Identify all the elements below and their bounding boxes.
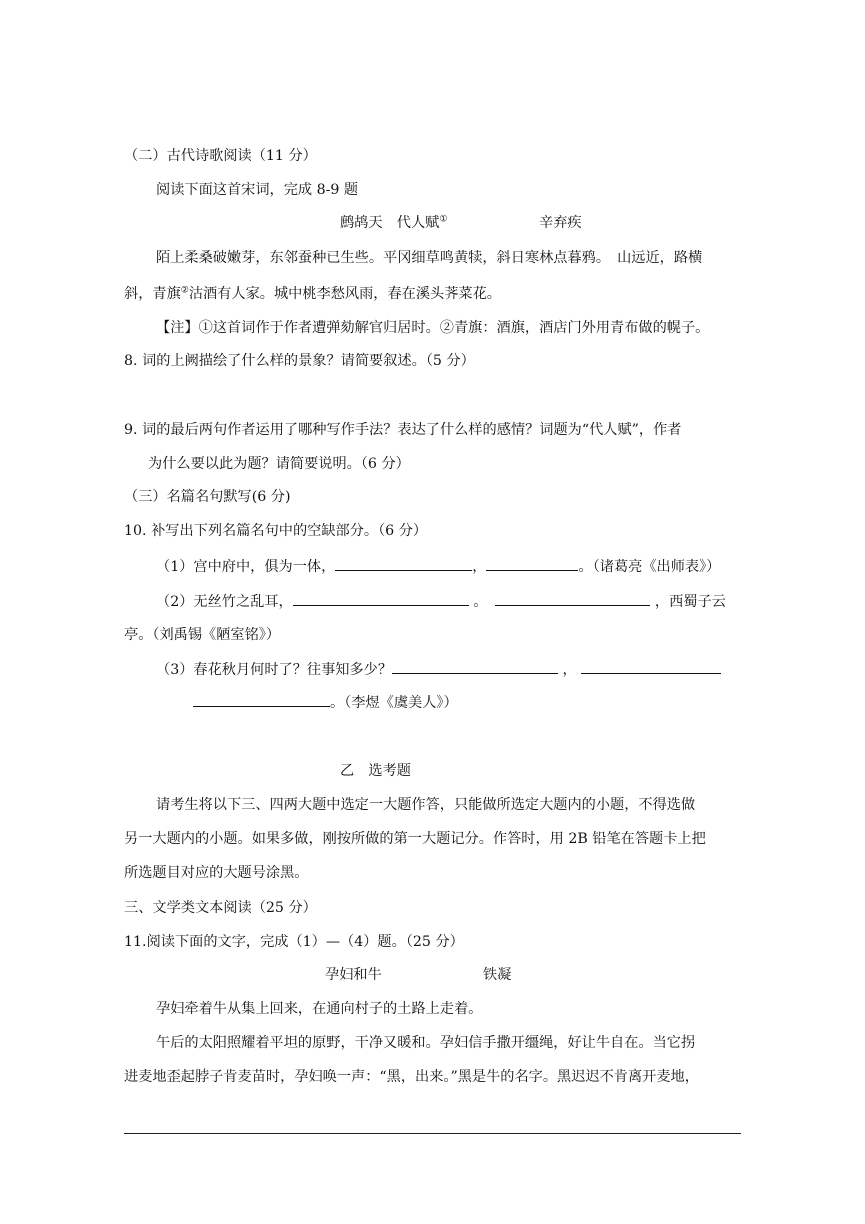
story-paragraph: 孕妇牵着牛从集上回来，在通向村子的土路上走着。 (156, 1001, 483, 1017)
fill-blank-text: （3）春花秋月何时了？往事知多少？ (156, 662, 393, 678)
poem-title-note-marker: ① (439, 214, 448, 225)
question-10: 10. 补写出下列名篇名句中的空缺部分。（6 分） (124, 523, 428, 539)
section-heading-literature: 三、文学类文本阅读（25 分） (124, 900, 317, 916)
question-9-continued: 为什么要以此为题？请简要说明。（6 分） (148, 456, 410, 472)
fill-blank-item-2 (156, 591, 726, 612)
fill-blank-text: ， (472, 559, 487, 575)
answer-blank[interactable] (486, 556, 578, 571)
part-b-title: 乙 选考题 (340, 763, 411, 779)
answer-blank[interactable] (335, 556, 472, 571)
footer-divider (124, 1133, 741, 1134)
fill-blank-text: （1）宫中府中，俱为一体， (156, 559, 336, 575)
poem-line-part: 斜，青旗 (124, 286, 181, 302)
fill-blank-item-1 (156, 556, 720, 577)
fill-blank-item-3 (156, 659, 721, 680)
story-paragraph: 进麦地歪起脖子肯麦苗时，孕妇唤一声：“黑，出来。”黑是牛的名字。黑迟迟不肯离开麦地， (124, 1069, 699, 1085)
answer-blank[interactable] (193, 692, 330, 707)
poem-note-marker: ② (180, 285, 189, 296)
story-paragraph: 午后的太阳照耀着平坦的原野，干净又暖和。孕妇信手撒开缰绳，好让牛自在。当它拐 (156, 1035, 696, 1051)
poem-line (124, 284, 501, 304)
section-heading-recitation: （三）名篇名句默写(6 分) (124, 489, 291, 505)
poem-title (340, 213, 447, 233)
instructions: 另一大题内的小题。如果多做，刚按所做的第一大题记分。作答时，用 2B 铅笔在答题卡上把 (124, 831, 706, 847)
answer-blank[interactable] (293, 591, 469, 606)
fill-blank-text: ， (558, 662, 577, 678)
story-title: 孕妇和牛 (325, 967, 382, 983)
answer-blank[interactable] (392, 659, 558, 674)
poem-line: 陌上柔桑破嫩芽，东邻蚕种已生些。平冈细草鸣黄犊，斜日寒林点暮鸦。 山远近，路横 (156, 250, 703, 266)
fill-blank-text: 。 (468, 594, 488, 610)
answer-blank[interactable] (581, 659, 721, 674)
fill-blank-text: 。（诸葛亮《出师表》） (578, 559, 721, 575)
question-11: 11.阅读下面的文字，完成（1）—（4）题。（25 分） (124, 934, 464, 950)
answer-blank[interactable] (495, 591, 650, 606)
poem-annotation: 【注】①这首词作于作者遭弹劾解官归居时。②青旗：酒旗，酒店门外用青布做的幌子。 (156, 320, 710, 336)
poem-line-part: 沽酒有人家。城中桃李愁风雨，春在溪头荠菜花。 (188, 286, 501, 302)
instructions: 请考生将以下三、四两大题中选定一大题作答，只能做所选定大题内的小题，不得选做 (156, 797, 696, 813)
fill-blank-item-3-continued (193, 692, 458, 713)
section-heading-poetry: （二）古代诗歌阅读（11 分） (124, 148, 317, 164)
poem-intro: 阅读下面这首宋词，完成 8-9 题 (156, 182, 359, 198)
story-author: 铁凝 (483, 967, 512, 983)
fill-blank-item-2-continued: 亭。（刘禹锡《陋室铭》） (124, 627, 281, 643)
fill-blank-text: 。（李煜《虞美人》） (330, 695, 458, 711)
question-8: 8. 词的上阙描绘了什么样的景象？请简要叙述。（5 分） (124, 353, 475, 369)
fill-blank-text: （2）无丝竹之乱耳， (156, 594, 293, 610)
poem-title-text: 鹧鸪天 代人赋 (340, 215, 440, 231)
question-9: 9. 词的最后两句作者运用了哪种写作手法？表达了什么样的感情？词题为“代人赋”，作者 (124, 422, 682, 438)
instructions: 所选题目对应的大题号涂黑。 (124, 865, 309, 881)
poem-author: 辛弃疾 (539, 215, 582, 231)
fill-blank-text: ，西蜀子云 (650, 594, 726, 610)
